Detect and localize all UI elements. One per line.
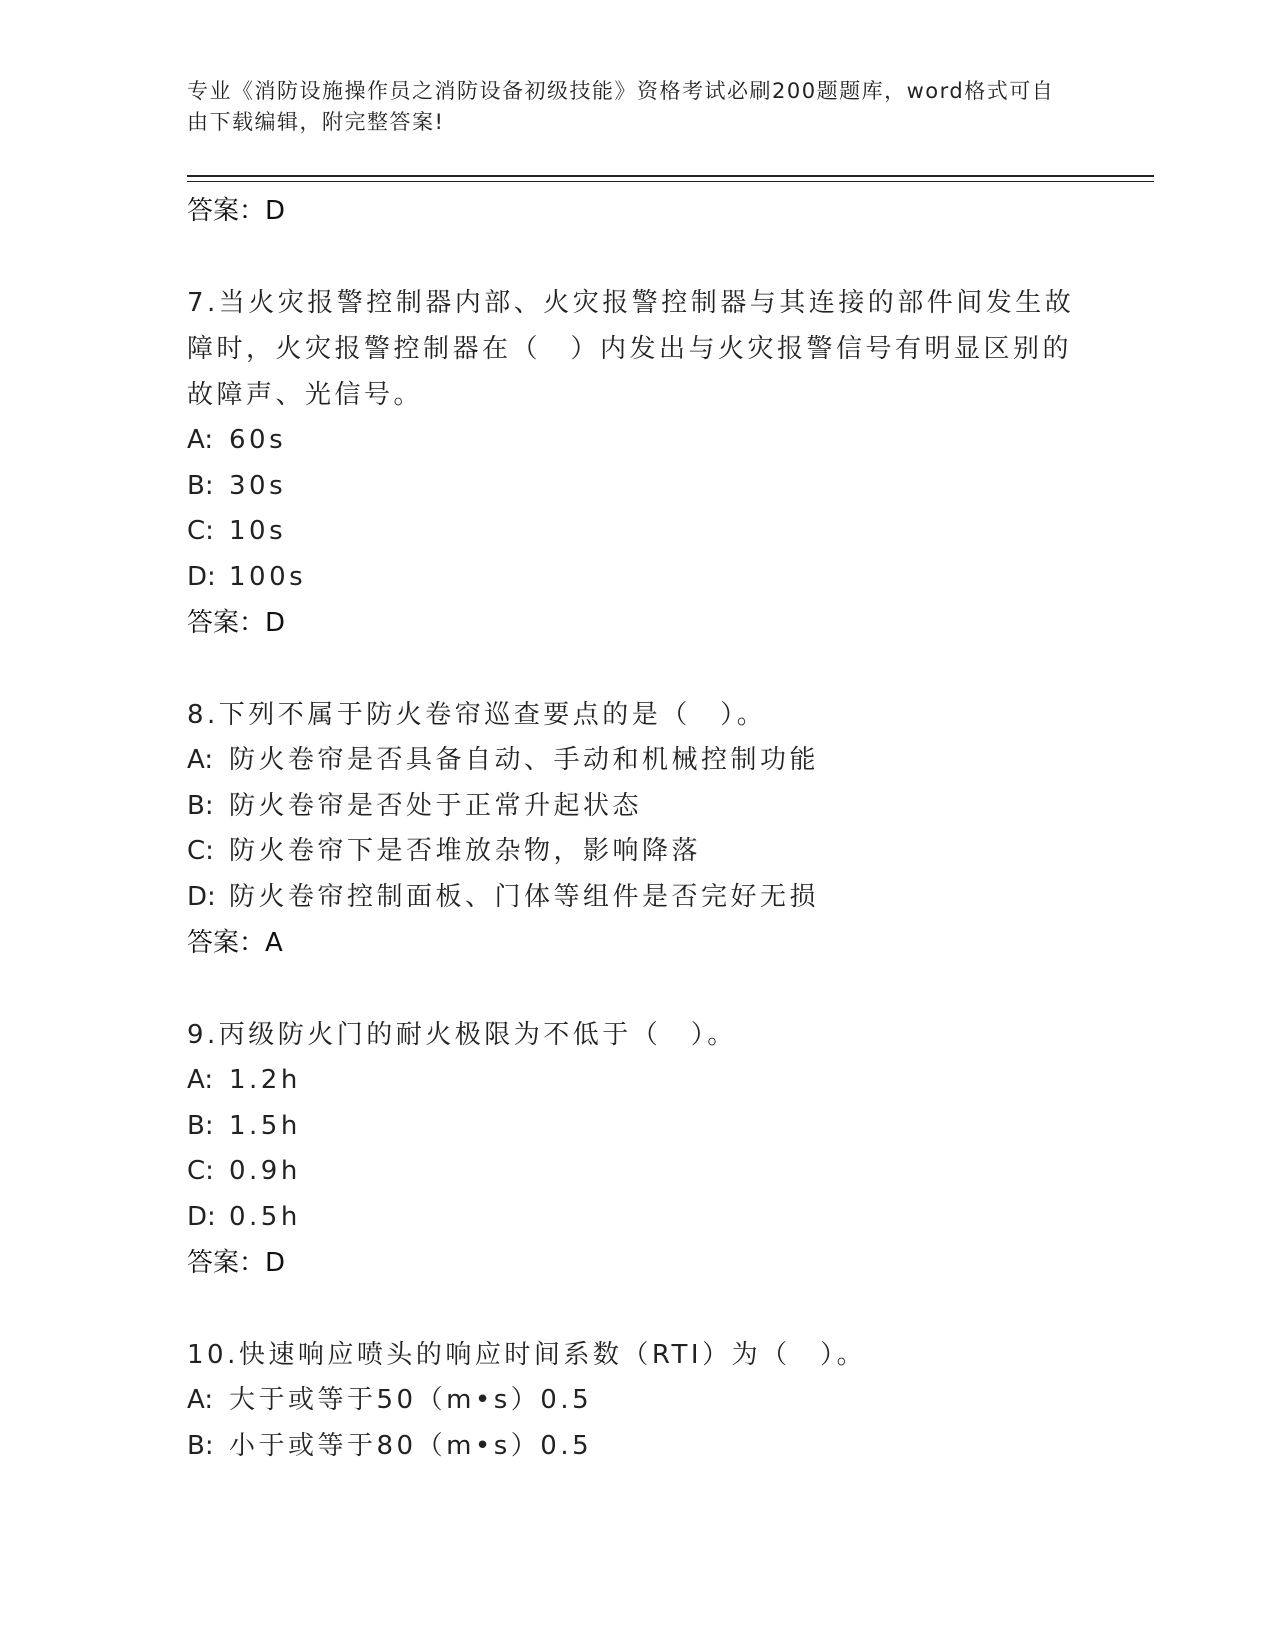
spacer [187, 966, 1087, 1012]
question-list [187, 188, 1087, 1469]
option-a [187, 738, 1087, 784]
option-key: C: [187, 1156, 214, 1186]
option-key: A: [187, 745, 214, 775]
option-d [187, 555, 1087, 601]
spacer [187, 1286, 1087, 1332]
option-key: D: [187, 881, 216, 912]
option-text: 防火卷帘是否具备自动、手动和机械控制功能 [229, 745, 820, 775]
question-text: 8.下列不属于防火卷帘巡查要点的是（ ）。 [187, 700, 767, 730]
question-block [187, 280, 1087, 646]
option-key: C: [187, 516, 214, 546]
option-text: 30s [229, 470, 287, 501]
option-b [187, 1104, 1087, 1150]
option-key: D: [187, 1201, 216, 1232]
option-key: A: [187, 1065, 214, 1095]
option-a [187, 1058, 1087, 1104]
answer-line: 答案：A [187, 928, 283, 958]
answer-line: 答案：D [187, 608, 286, 638]
option-text: 1.5h [229, 1110, 301, 1141]
option-b [187, 1424, 1087, 1470]
option-text: 10s [229, 516, 287, 546]
option-text: 防火卷帘是否处于正常升起状态 [229, 790, 643, 821]
option-key: A: [187, 1385, 214, 1415]
option-d [187, 1195, 1087, 1241]
option-d [187, 875, 1087, 921]
option-text: 1.2h [229, 1065, 301, 1095]
option-text: 小于或等于80（m•s）0.5 [229, 1430, 593, 1461]
document-header: 专业《消防设施操作员之消防设备初级技能》资格考试必刷200题题库，word格式可自由下载编辑，附完整答案! [187, 79, 1055, 134]
option-key: C: [187, 836, 214, 866]
option-text: 0.9h [229, 1156, 301, 1186]
spacer [187, 234, 1087, 280]
option-c [187, 829, 1087, 875]
question-text: 7.当火灾报警控制器内部、火灾报警控制器与其连接的部件间发生故障时，火灾报警控制器在（ ）内发出与火灾报警信号有明显区别的故障声、光信号。 [187, 288, 1075, 410]
option-key: D: [187, 561, 216, 592]
option-b [187, 784, 1087, 830]
option-text: 防火卷帘下是否堆放杂物，影响降落 [229, 836, 702, 866]
question-block [187, 692, 1087, 966]
option-a [187, 418, 1087, 464]
option-a [187, 1378, 1087, 1424]
question-block [187, 1012, 1087, 1286]
option-text: 60s [229, 425, 287, 455]
option-text: 100s [229, 561, 307, 592]
question-text: 10.快速响应喷头的响应时间系数（RTI）为（ ）。 [187, 1340, 867, 1370]
option-b [187, 464, 1087, 510]
option-text: 0.5h [229, 1201, 301, 1232]
option-c [187, 1149, 1087, 1195]
option-key: B: [187, 1110, 214, 1141]
spacer [187, 646, 1087, 692]
answer-line: 答案：D [187, 196, 286, 226]
header-divider-thin [187, 181, 1154, 182]
header-divider [187, 175, 1154, 177]
option-c [187, 509, 1087, 555]
question-block [187, 1332, 1087, 1469]
option-key: B: [187, 470, 214, 501]
option-key: B: [187, 790, 214, 821]
option-key: B: [187, 1430, 214, 1461]
answer-line: 答案：D [187, 1248, 286, 1278]
option-text: 防火卷帘控制面板、门体等组件是否完好无损 [229, 881, 820, 912]
question-text: 9.丙级防火门的耐火极限为不低于（ ）。 [187, 1020, 737, 1050]
option-text: 大于或等于50（m•s）0.5 [229, 1385, 593, 1415]
option-key: A: [187, 425, 214, 455]
